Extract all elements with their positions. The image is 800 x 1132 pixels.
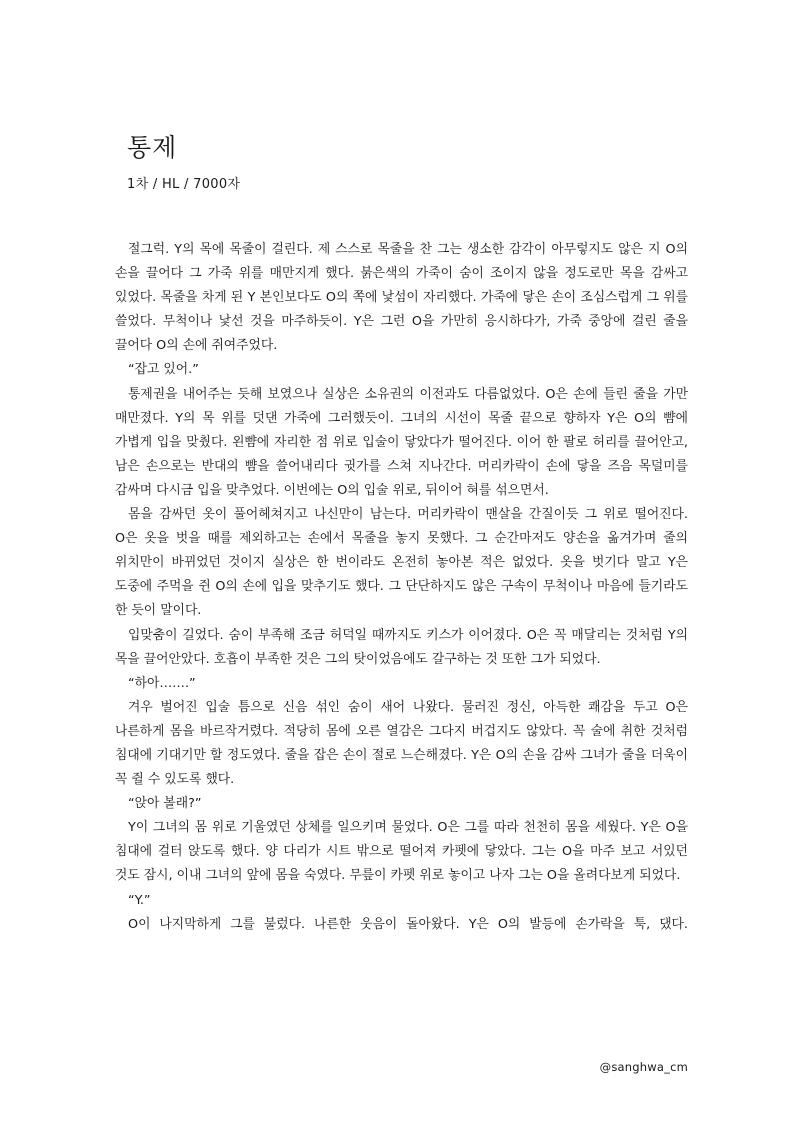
paragraph: 겨우 벌어진 입술 틈으로 신음 섞인 숨이 새어 나왔다. 물러진 정신, 아득한 쾌감을 두고 O은 나른하게 몸을 바르작거렸다. 적당히 몸에 오른 열감은 그다지 버겁지도 않았다. 꼭 술에 취한 것처럼 침대에 기대기만 할 정도였다. 줄을 잡은 손이 절로 느슨해졌다. Y은 O의 손을 감싸 그녀가 줄을 더욱이 꼭 쥘 수 있도록 했다. <box>115 699 688 788</box>
paragraph: 입맞춤이 길었다. 숨이 부족해 조금 허덕일 때까지도 키스가 이어졌다. O은 꼭 매달리는 것처럼 Y의 목을 끌어안았다. 호흡이 부족한 것은 그의 탓이었음에도 갈구하는 것 또한 그가 되었다. <box>115 627 688 667</box>
paragraph: 통제권을 내어주는 듯해 보였으나 실상은 소유권의 이전과도 다름없었다. O은 손에 들린 줄을 가만 매만졌다. Y의 목 위를 덧댄 가죽에 그러했듯이. 그녀의 시선이 목줄 끝으로 향하자 Y은 O의 뺨에 가볍게 입을 맞췄다. 왼뺨에 자리한 점 위로 입술이 닿았다가 떨어진다. 이어 한 팔로 허리를 끌어안고, 남은 손으로는 반대의 뺨을 쓸어내리다 귓가를 스쳐 지나간다. 머리카락이 손에 닿을 즈음 목덜미를 감싸며 다시금 입을 맞추었다. 이번에는 O의 입술 위로, 뒤이어 혀를 섞으면서. <box>115 386 688 498</box>
document-body <box>115 238 688 937</box>
dialogue-line: “잡고 있어.” <box>128 362 199 378</box>
dialogue-line: “Y.” <box>128 892 151 908</box>
paragraph: 몸을 감싸던 옷이 풀어헤쳐지고 나신만이 남는다. 머리카락이 맨살을 간질이듯 그 위로 떨어진다. O은 옷을 벗을 때를 제외하고는 손에서 목줄을 놓지 못했다. 그 순간마저도 양손을 옮겨가며 줄의 위치만이 바뀌었던 것이지 실상은 한 번이라도 온전히 놓아본 적은 없었다. 옷을 벗기다 말고 Y은 도중에 주먹을 쥔 O의 손에 입을 맞추기도 했다. 그 단단하지도 않은 구속이 무척이나 마음에 들기라도 한 듯이 말이다. <box>115 507 688 619</box>
dialogue-line: “하아…….” <box>128 675 196 691</box>
author-handle: @sanghwa_cm <box>599 1060 688 1074</box>
document-meta: 1차 / HL / 7000자 <box>127 177 241 192</box>
document-title: 통제 <box>127 133 178 162</box>
dialogue-line: “앉아 볼래?” <box>128 796 202 812</box>
paragraph: O이 나지막하게 그를 불렀다. 나른한 웃음이 돌아왔다. Y은 O의 발등에 손가락을 툭, 댔다. <box>128 916 688 932</box>
paragraph: Y이 그녀의 몸 위로 기울였던 상체를 일으키며 물었다. O은 그를 따라 천천히 몸을 세웠다. Y은 O을 침대에 걸터 앉도록 했다. 양 다리가 시트 밖으로 떨어져 카펫에 닿았다. 그는 O을 마주 보고 서있던 것도 잠시, 이내 그녀의 앞에 몸을 숙였다. 무릎이 카펫 위로 놓이고 나자 그는 O을 올려다보게 되었다. <box>115 820 688 884</box>
paragraph: 절그럭. Y의 목에 목줄이 걸린다. 제 스스로 목줄을 찬 그는 생소한 감각이 아무렇지도 않은 지 O의 손을 끌어다 그 가죽 위를 매만지게 했다. 붉은색의 가죽이 숨이 조이지 않을 정도로만 목을 감싸고 있었다. 목줄을 차게 된 Y 본인보다도 O의 쪽에 낯섬이 자리했다. 가죽에 닿은 손이 조심스럽게 그 위를 쓸었다. 무척이나 낯선 것을 마주하듯이. Y은 그런 O을 가만히 응시하다가, 가죽 중앙에 걸린 줄을 끌어다 O의 손에 쥐여주었다. <box>115 242 688 354</box>
